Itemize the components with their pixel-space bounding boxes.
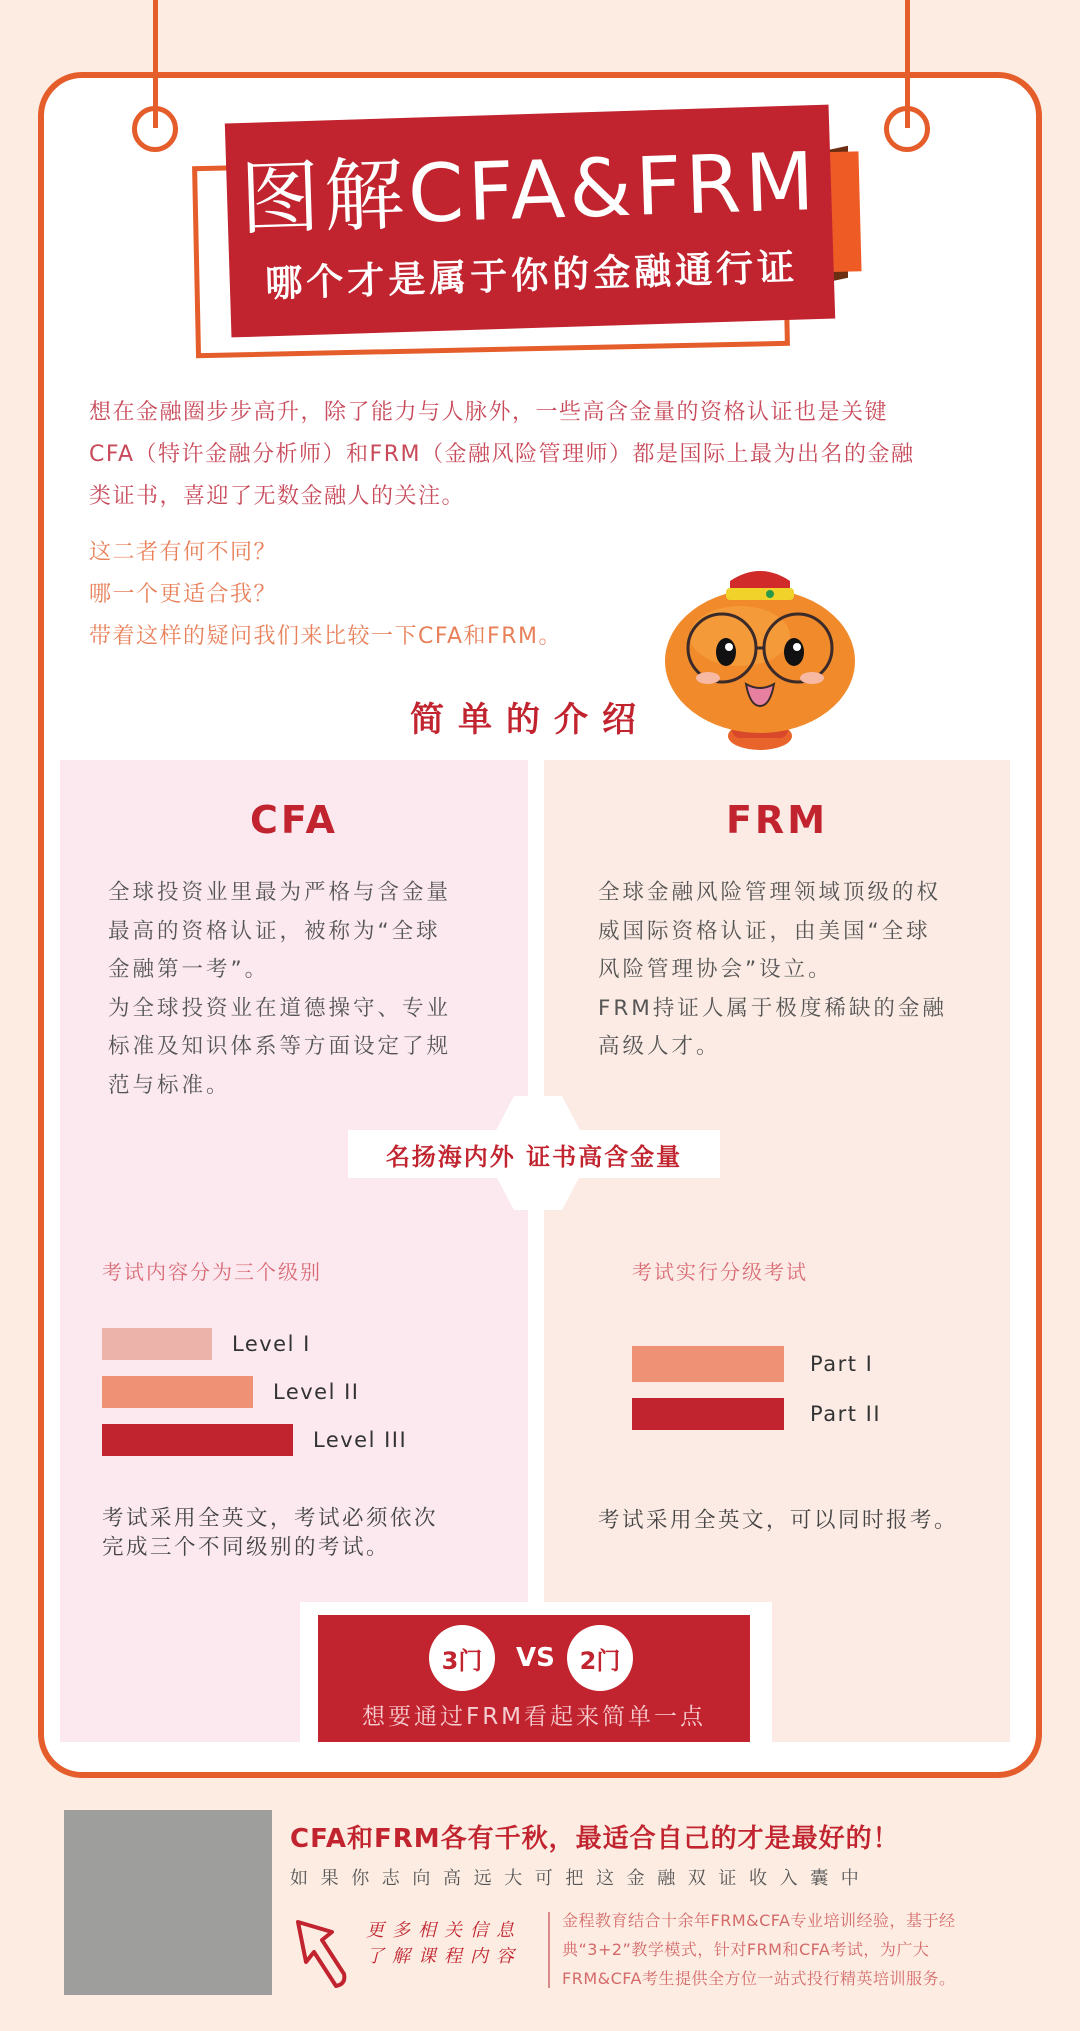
intro-line-2: CFA（特许金融分析师）和FRM（金融风险管理师）都是国际上最为出名的金融 — [89, 442, 915, 467]
footer-subline: 如果你志向高远大可把这金融双证收入囊中 — [290, 1868, 872, 1889]
frm-part-2-label: Part II — [810, 1402, 882, 1426]
cfa-desc-line: 金融第一考”。 — [108, 957, 270, 982]
frm-part-2-bar — [632, 1398, 784, 1430]
page-title: 图解CFA&FRM — [238, 134, 820, 247]
cfa-level-3-label: Level III — [313, 1428, 408, 1452]
string-inner-right — [905, 72, 910, 128]
course-info-line: 了解课程内容 — [366, 1946, 522, 1967]
intro-question-2: 哪一个更适合我？ — [89, 582, 278, 607]
frm-desc-line: 高级人才。 — [598, 1034, 721, 1059]
frm-part-2-row — [632, 1398, 881, 1430]
footer-more-info[interactable] — [366, 1918, 522, 1970]
cfa-levels-title: 考试内容分为三个级别 — [102, 1260, 322, 1284]
frm-part-1-bar — [632, 1346, 784, 1382]
cfa-note — [102, 1504, 438, 1562]
vs-label: VS — [516, 1643, 555, 1673]
cfa-desc-line: 为全球投资业在道德操守、专业 — [108, 995, 452, 1021]
frm-parts-title: 考试实行分级考试 — [632, 1260, 808, 1284]
frm-desc-line: 风险管理协会”设立。 — [598, 957, 833, 982]
cfa-level-2-label: Level II — [273, 1380, 360, 1404]
cfa-level-2-row — [102, 1376, 360, 1408]
cfa-note-line: 完成三个不同级别的考试。 — [102, 1535, 391, 1560]
frm-desc-line: 威国际资格认证，由美国“全球 — [598, 918, 931, 944]
intro-line-3: 类证书，喜迎了无数金融人的关注。 — [89, 484, 466, 509]
middle-banner — [348, 1130, 720, 1178]
cfa-count-badge: 3门 — [429, 1625, 495, 1691]
frm-desc-line: FRM持证人属于极度稀缺的金融 — [598, 995, 947, 1021]
footer-headline: CFA和FRM各有千秋，最适合自己的才是最好的！ — [290, 1824, 900, 1854]
cfa-level-3-bar — [102, 1424, 293, 1456]
frm-panel — [544, 760, 1010, 1742]
cfa-level-1-row — [102, 1328, 311, 1360]
frm-desc-line: 全球金融风险管理领域顶级的权 — [598, 880, 942, 905]
footer-divider — [548, 1912, 550, 1988]
cfa-desc-line: 标准及知识体系等方面设定了规 — [108, 1034, 452, 1059]
title-banner — [225, 105, 835, 338]
cfa-note-line: 考试采用全英文，考试必须依次 — [102, 1506, 439, 1531]
intro-question-1: 这二者有何不同？ — [89, 540, 278, 565]
section-title: 简单的介绍 — [410, 700, 650, 740]
cfa-description — [108, 874, 451, 1105]
page-subtitle: 哪个才是属于你的金融通行证 — [264, 245, 799, 306]
more-info-line: 更多相关信息 — [366, 1920, 522, 1941]
comparison-box — [318, 1615, 750, 1742]
frm-heading: FRM — [725, 798, 829, 842]
orange-mascot-icon — [660, 556, 860, 756]
cfa-level-3-row — [102, 1424, 407, 1456]
frm-note: 考试采用全英文，可以同时报考。 — [598, 1508, 959, 1533]
cfa-level-2-bar — [102, 1376, 253, 1408]
frm-part-1-row — [632, 1346, 873, 1382]
cursor-arrow-icon — [292, 1914, 354, 1994]
cfa-panel — [60, 760, 528, 1742]
frm-count-badge: 2门 — [567, 1625, 633, 1691]
cfa-level-1-bar — [102, 1328, 212, 1360]
qr-code-placeholder — [64, 1810, 272, 1995]
frm-part-1-label: Part I — [810, 1352, 874, 1376]
footer-description: 金程教育结合十余年FRM&CFA专业培训经验，基于经典“3+2”教学模式，针对FRM和CFA考试，为广大FRM&CFA考生提供全方位一站式投行精英培训服务。 — [562, 1911, 956, 1988]
middle-banner-text: 名扬海内外 证书高含金量 — [385, 1142, 683, 1171]
cfa-heading: CFA — [250, 798, 338, 842]
cfa-desc-line: 全球投资业里最为严格与含金量 — [108, 880, 452, 905]
cfa-desc-line: 范与标准。 — [108, 1072, 231, 1098]
frm-description — [598, 874, 947, 1067]
string-inner-left — [153, 72, 158, 128]
cfa-level-1-label: Level I — [232, 1332, 311, 1356]
comparison-caption: 想要通过FRM看起来简单一点 — [361, 1704, 707, 1730]
intro-question-3: 带着这样的疑问我们来比较一下CFA和FRM。 — [89, 624, 562, 649]
intro-line-1: 想在金融圈步步高升，除了能力与人脉外，一些高含金量的资格认证也是关键 — [89, 400, 889, 425]
cfa-desc-line: 最高的资格认证，被称为“全球 — [108, 918, 441, 944]
